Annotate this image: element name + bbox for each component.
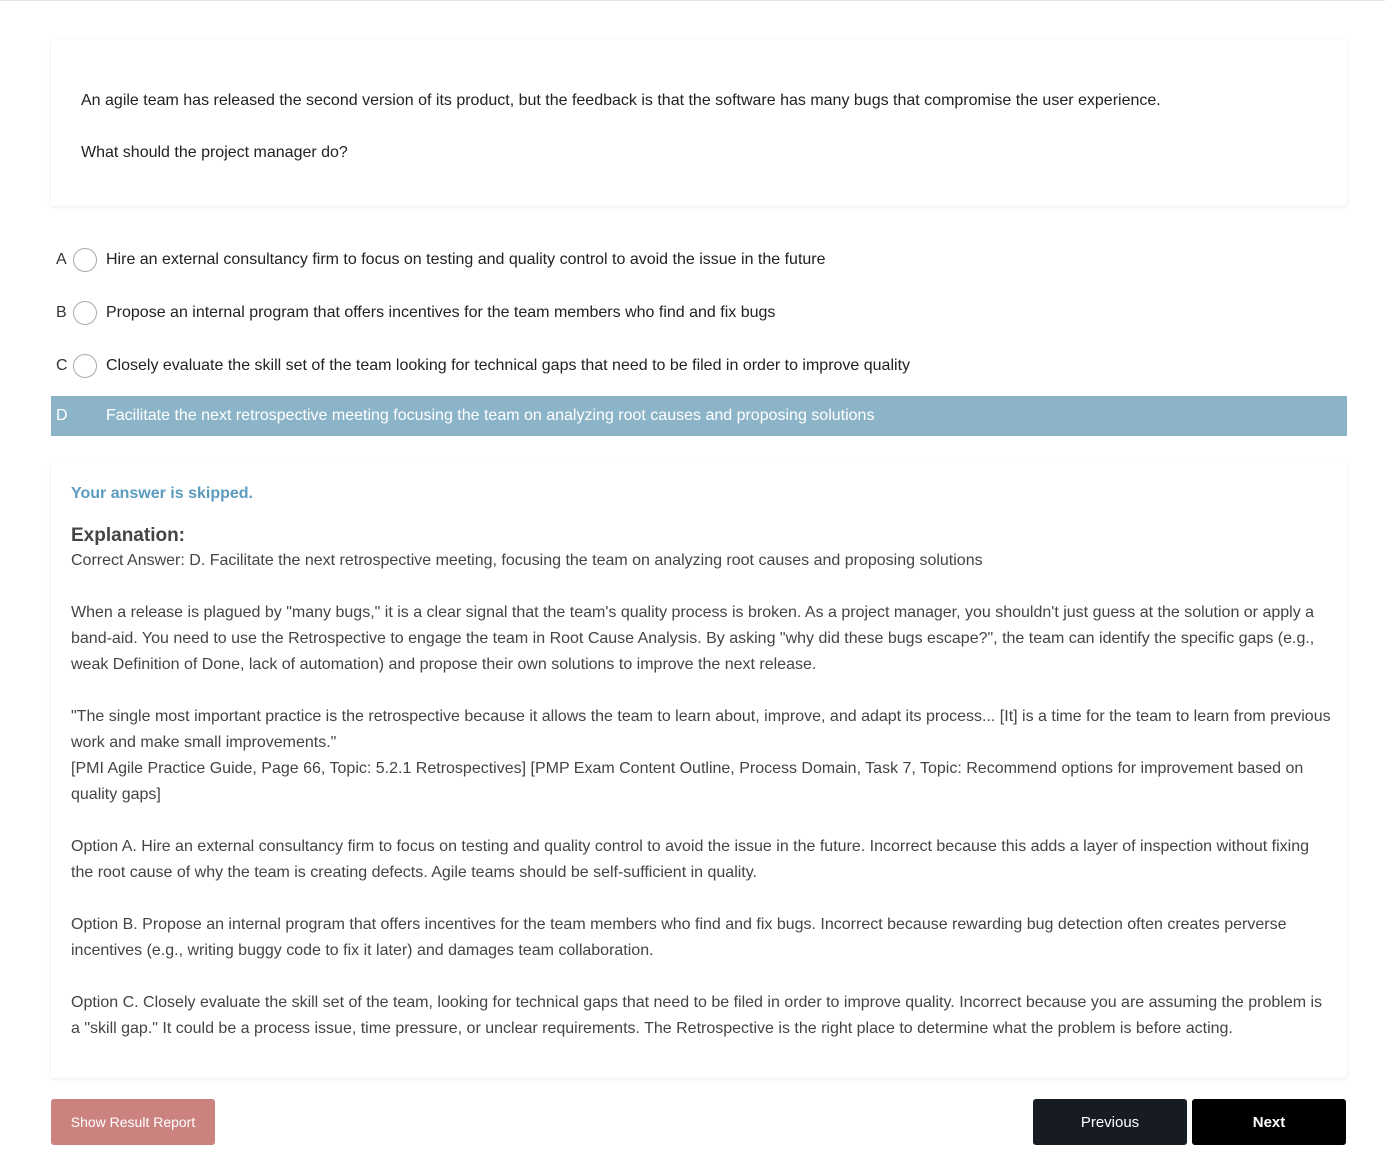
option-letter: C xyxy=(56,357,68,374)
option-b[interactable] xyxy=(51,293,1347,333)
explanation-title: Explanation: xyxy=(71,525,186,546)
option-text: Facilitate the next retrospective meeting focusing the team on analyzing root causes and proposing solutions xyxy=(106,407,875,424)
option-d-radio[interactable] xyxy=(73,404,97,428)
explanation-quote: "The single most important practice is the retrospective because it allows the team to learn about, improve, and adapt its process... [It] is a time for the team to learn from previous work and make small improvements." xyxy=(71,708,1331,751)
option-text: Closely evaluate the skill set of the team looking for technical gaps that need to be filed in order to improve quality xyxy=(106,357,911,374)
top-divider xyxy=(0,0,1385,1)
next-button[interactable]: Next xyxy=(1192,1099,1346,1145)
option-d-correct[interactable] xyxy=(51,396,1347,436)
show-result-report-button[interactable]: Show Result Report xyxy=(51,1099,215,1145)
question-card xyxy=(51,40,1347,206)
option-letter: A xyxy=(56,251,67,268)
question-prompt: What should the project manager do? xyxy=(81,144,348,161)
option-a[interactable] xyxy=(51,240,1347,280)
option-text: Propose an internal program that offers incentives for the team members who find and fix bugs xyxy=(106,304,776,321)
option-a-radio[interactable] xyxy=(73,248,97,272)
explanation-paragraph: When a release is plagued by "many bugs," it is a clear signal that the team's quality process is broken. As a project manager, you shouldn't just guess at the solution or apply a band-aid. You need to use the Retrospective to engage the team in Root Cause Analysis. By asking "why did these bugs escape?", the team can identify the specific gaps (e.g., weak Definition of Done, lack of automation) and propose their own solutions to improve the next release. xyxy=(71,604,1315,673)
correct-answer: Correct Answer: D. Facilitate the next retrospective meeting, focusing the team on analyzing root causes and proposing solutions xyxy=(71,552,983,569)
question-text: An agile team has released the second version of its product, but the feedback is that the software has many bugs that compromise the user experience. xyxy=(81,92,1161,109)
option-letter: D xyxy=(56,407,68,424)
answer-status: Your answer is skipped. xyxy=(71,485,253,502)
explanation-option-a: Option A. Hire an external consultancy firm to focus on testing and quality control to avoid the issue in the future. Incorrect because this adds a layer of inspection without fixing the root cause of why the team is creating defects. Agile teams should be self-sufficient in quality. xyxy=(71,838,1310,881)
explanation-reference: [PMI Agile Practice Guide, Page 66, Topic: 5.2.1 Retrospectives] [PMP Exam Content Outline, Process Domain, Task 7, Topic: Recommend options for improvement based on quality gaps] xyxy=(71,760,1304,803)
explanation-option-b: Option B. Propose an internal program that offers incentives for the team members who find and fix bugs. Incorrect because rewarding bug detection often creates perverse incentives (e.g., writing buggy code to fix it later) and damages team collaboration. xyxy=(71,916,1287,959)
option-c-radio[interactable] xyxy=(73,354,97,378)
explanation-option-c: Option C. Closely evaluate the skill set of the team, looking for technical gaps that need to be filed in order to improve quality. Incorrect because you are assuming the problem is a "skill gap." It could be a process issue, time pressure, or unclear requirements. The Retrospective is the right place to determine what the problem is before acting. xyxy=(71,994,1323,1037)
option-b-radio[interactable] xyxy=(73,301,97,325)
previous-button[interactable]: Previous xyxy=(1033,1099,1187,1145)
explanation-card xyxy=(51,462,1347,1078)
option-c[interactable] xyxy=(51,346,1347,386)
option-text: Hire an external consultancy firm to focus on testing and quality control to avoid the issue in the future xyxy=(106,251,826,268)
option-letter: B xyxy=(56,304,67,321)
